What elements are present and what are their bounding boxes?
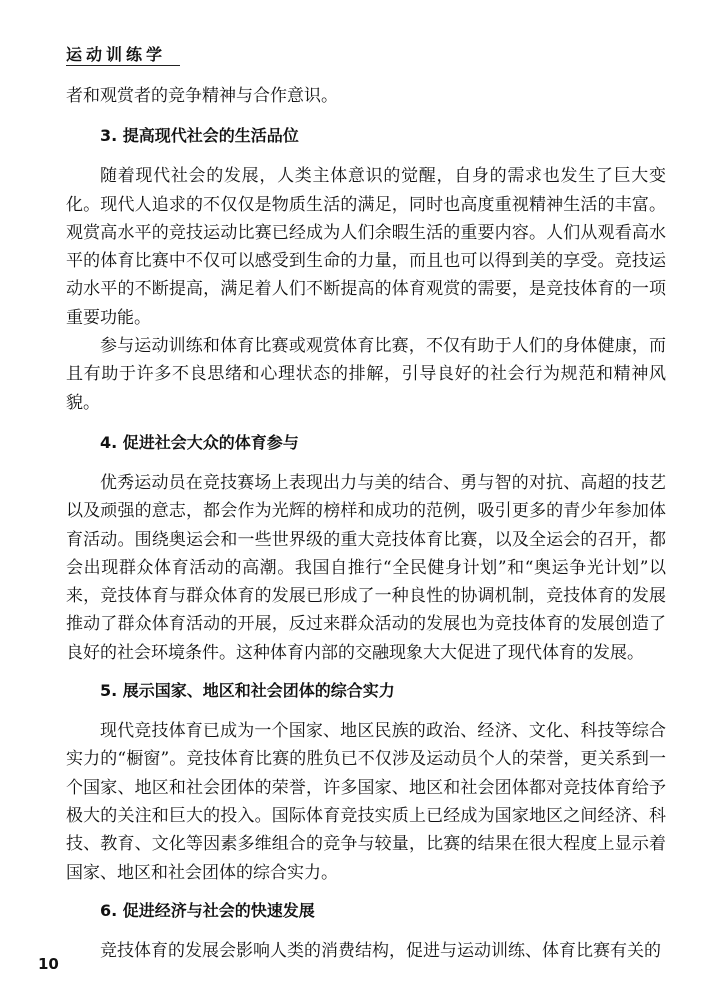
- section-heading-3: 3. 提高现代社会的生活品位: [100, 126, 299, 146]
- page-number: 10: [38, 955, 59, 973]
- paragraph: 参与运动训练和体育比赛或观赏体育比赛，不仅有助于人们的身体健康，而且有助于许多不良思绪和心理状态的排解，引导良好的社会行为规范和精神风貌。: [66, 336, 666, 413]
- section-heading-5: 5. 展示国家、地区和社会团体的综合实力: [100, 681, 395, 701]
- paragraph: 随着现代社会的发展，人类主体意识的觉醒，自身的需求也发生了巨大变化。现代人追求的不仅仅是物质生活的满足，同时也高度重视精神生活的丰富。观赏高水平的竞技运动比赛已经成为人们余暇生活的重要内容。人们从观看高水平的体育比赛中不仅可以感受到生命的力量，而且也可以得到美的享受。竞技运动水平的不断提高，满足着人们不断提高的体育观赏的需要，是竞技体育的一项重要功能。: [66, 166, 666, 328]
- section-heading-6: 6. 促进经济与社会的快速发展: [100, 900, 315, 920]
- running-head-rule: [66, 65, 180, 66]
- paragraph: 现代竞技体育已成为一个国家、地区民族的政治、经济、文化、科技等综合实力的“橱窗”。竞技体育比赛的胜负已不仅涉及运动员个人的荣誉，更关系到一个国家、地区和社会团体的荣誉，许多国家、地区和社会团体都对竞技体育给予极大的关注和巨大的投入。国际体育竞技实质上已经成为国家地区之间经济、科技、教育、文化等因素多维组合的竞争与较量，比赛的结果在很大程度上显示着国家、地区和社会团体的综合实力。: [66, 721, 666, 883]
- paragraph: 竞技体育的发展会影响人类的消费结构，促进与运动训练、体育比赛有关的: [100, 940, 661, 961]
- body-text: [66, 82, 666, 965]
- running-head: 运动训练学: [66, 45, 167, 64]
- paragraph: 优秀运动员在竞技赛场上表现出力与美的结合、勇与智的对抗、高超的技艺以及顽强的意志，都会作为光辉的榜样和成功的范例，吸引更多的青少年参加体育活动。围绕奥运会和一些世界级的重大竞技体育比赛，以及全运会的召开，都会出现群众体育活动的高潮。我国自推行“全民健身计划”和“奥运争光计划”以来，竞技体育与群众体育的发展已形成了一种良性的协调机制，竞技体育的发展推动了群众体育活动的开展，反过来群众活动的发展也为竞技体育的发展创造了良好的社会环境条件。这种体育内部的交融现象大大促进了现代体育的发展。: [66, 472, 666, 663]
- paragraph-continuation: 者和观赏者的竞争精神与合作意识。: [66, 86, 338, 106]
- section-heading-4: 4. 促进社会大众的体育参与: [100, 432, 299, 452]
